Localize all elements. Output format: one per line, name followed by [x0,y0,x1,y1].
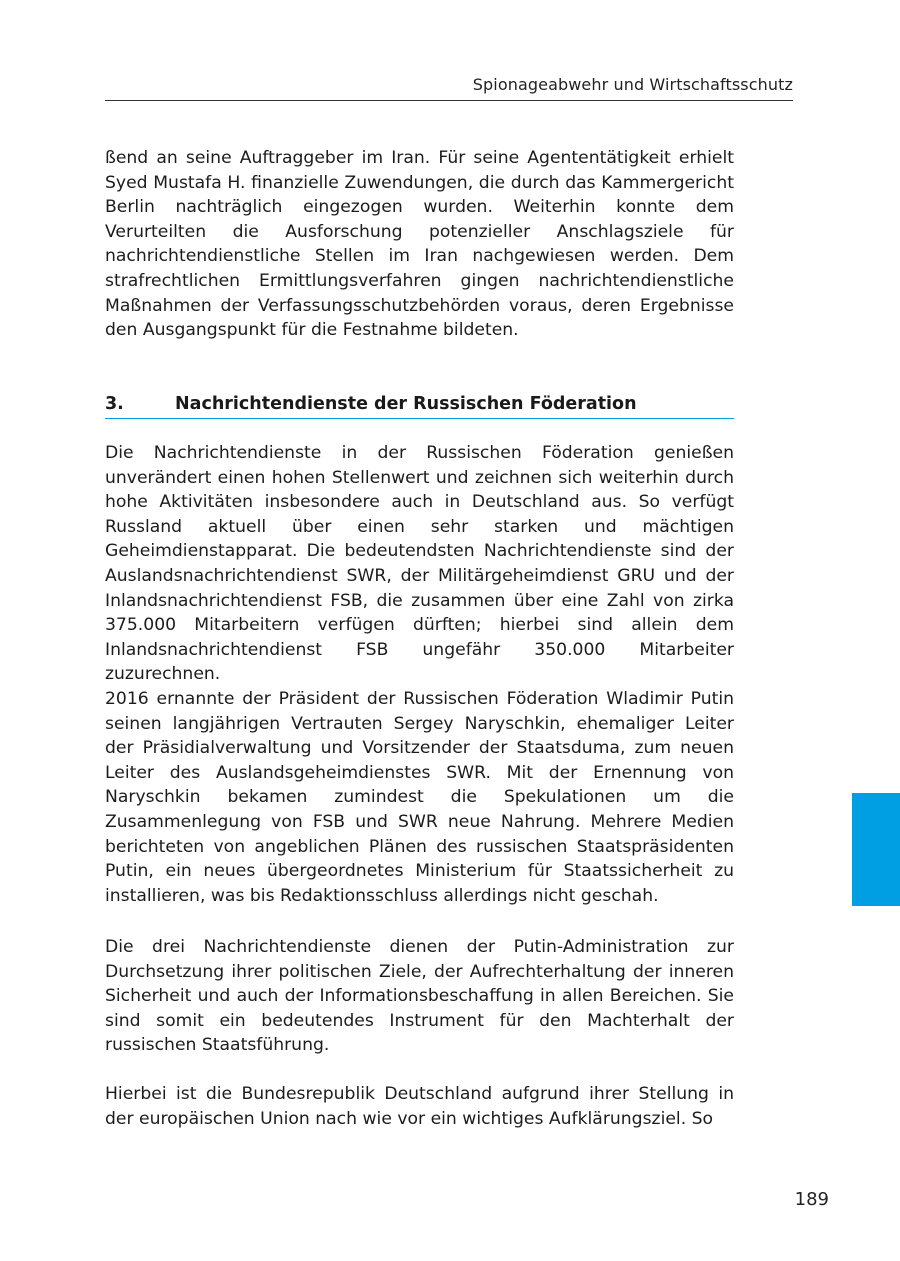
paragraph-instrument: Die drei Nachrichtendienste dienen der Putin-Administration zur Durchsetzung ihrer politischen Ziele, der Aufrechterhaltung der inneren Sicherheit und auch der Informationsbeschaffung in allen Bereichen. Sie sind somit ein bedeutendes Instrument für den Machterhalt der russischen Staatsführung. [105,937,734,1056]
section-number: 3. [105,394,124,414]
paragraph-intro: Die Nachrichtendienste in der Russischen Föderation genießen unverändert einen hohen Stellenwert und zeichnen sich weiterhin durch hohe Aktivitäten insbesondere auch in Deutschland aus. So verfügt Russland aktuell über einen sehr starken und mächtigen Geheimdienstapparat. Die bedeutendsten Nachrichtendienste sind der Auslandsnachrichtendienst SWR, der Militärgeheimdienst GRU und der Inlandsnachrichtendienst FSB, die zusammen über eine Zahl von zirka 375.000 Mitarbeitern verfügen dürften; hierbei sind allein dem Inlandsnachrichtendienst FSB ungefähr 350.000 Mitarbeiter zuzurechnen. [105,443,734,685]
header-rule [105,100,793,101]
page-number: 189 [794,1189,829,1210]
paragraph-naryschkin: 2016 ernannte der Präsident der Russischen Föderation Wladimir Putin seinen langjährigen Vertrauten Sergey Naryschkin, ehemaliger Leiter der Präsidialverwaltung und Vorsitzender der Staatsduma, zum neuen Leiter des Auslandsgeheimdienstes SWR. Mit der Ernennung von Naryschkin bekamen zumindest die Spekulationen um die Zusammenlegung von FSB und SWR neue Nahrung. Mehrere Medien berichteten von angeblichen Plänen des russischen Staatspräsidenten Putin, ein neues übergeordnetes Ministerium für Staatssicherheit zu installieren, was bis Redaktionsschluss allerdings nicht geschah. [105,689,734,906]
running-header: Spionageabwehr und Wirtschaftsschutz [472,75,793,94]
section-title: Nachrichtendienste der Russischen Föderation [175,394,637,414]
paragraph-continuation: ßend an seine Auftraggeber im Iran. Für seine Agententätigkeit erhielt Syed Mustafa H. finanzielle Zuwendungen, die durch das Kammergericht Berlin nachträglich eingezogen wurden. Weiterhin konnte dem Verurteilten die Ausforschung potenzieller Anschlagsziele für nachrichtendienstliche Stellen im Iran nachgewiesen werden. Dem strafrechtlichen Ermittlungsverfahren gingen nachrichtendienstliche Maßnahmen der Verfassungsschutzbehörden voraus, deren Ergebnisse den Ausgangspunkt für die Festnahme bildeten. [105,148,734,341]
paragraph-target: Hierbei ist die Bundesrepublik Deutschland aufgrund ihrer Stellung in der europäischen Union nach wie vor ein wichtiges Aufklärungsziel. So [105,1084,734,1129]
section-heading [105,392,734,419]
chapter-tab-marker [852,793,900,906]
